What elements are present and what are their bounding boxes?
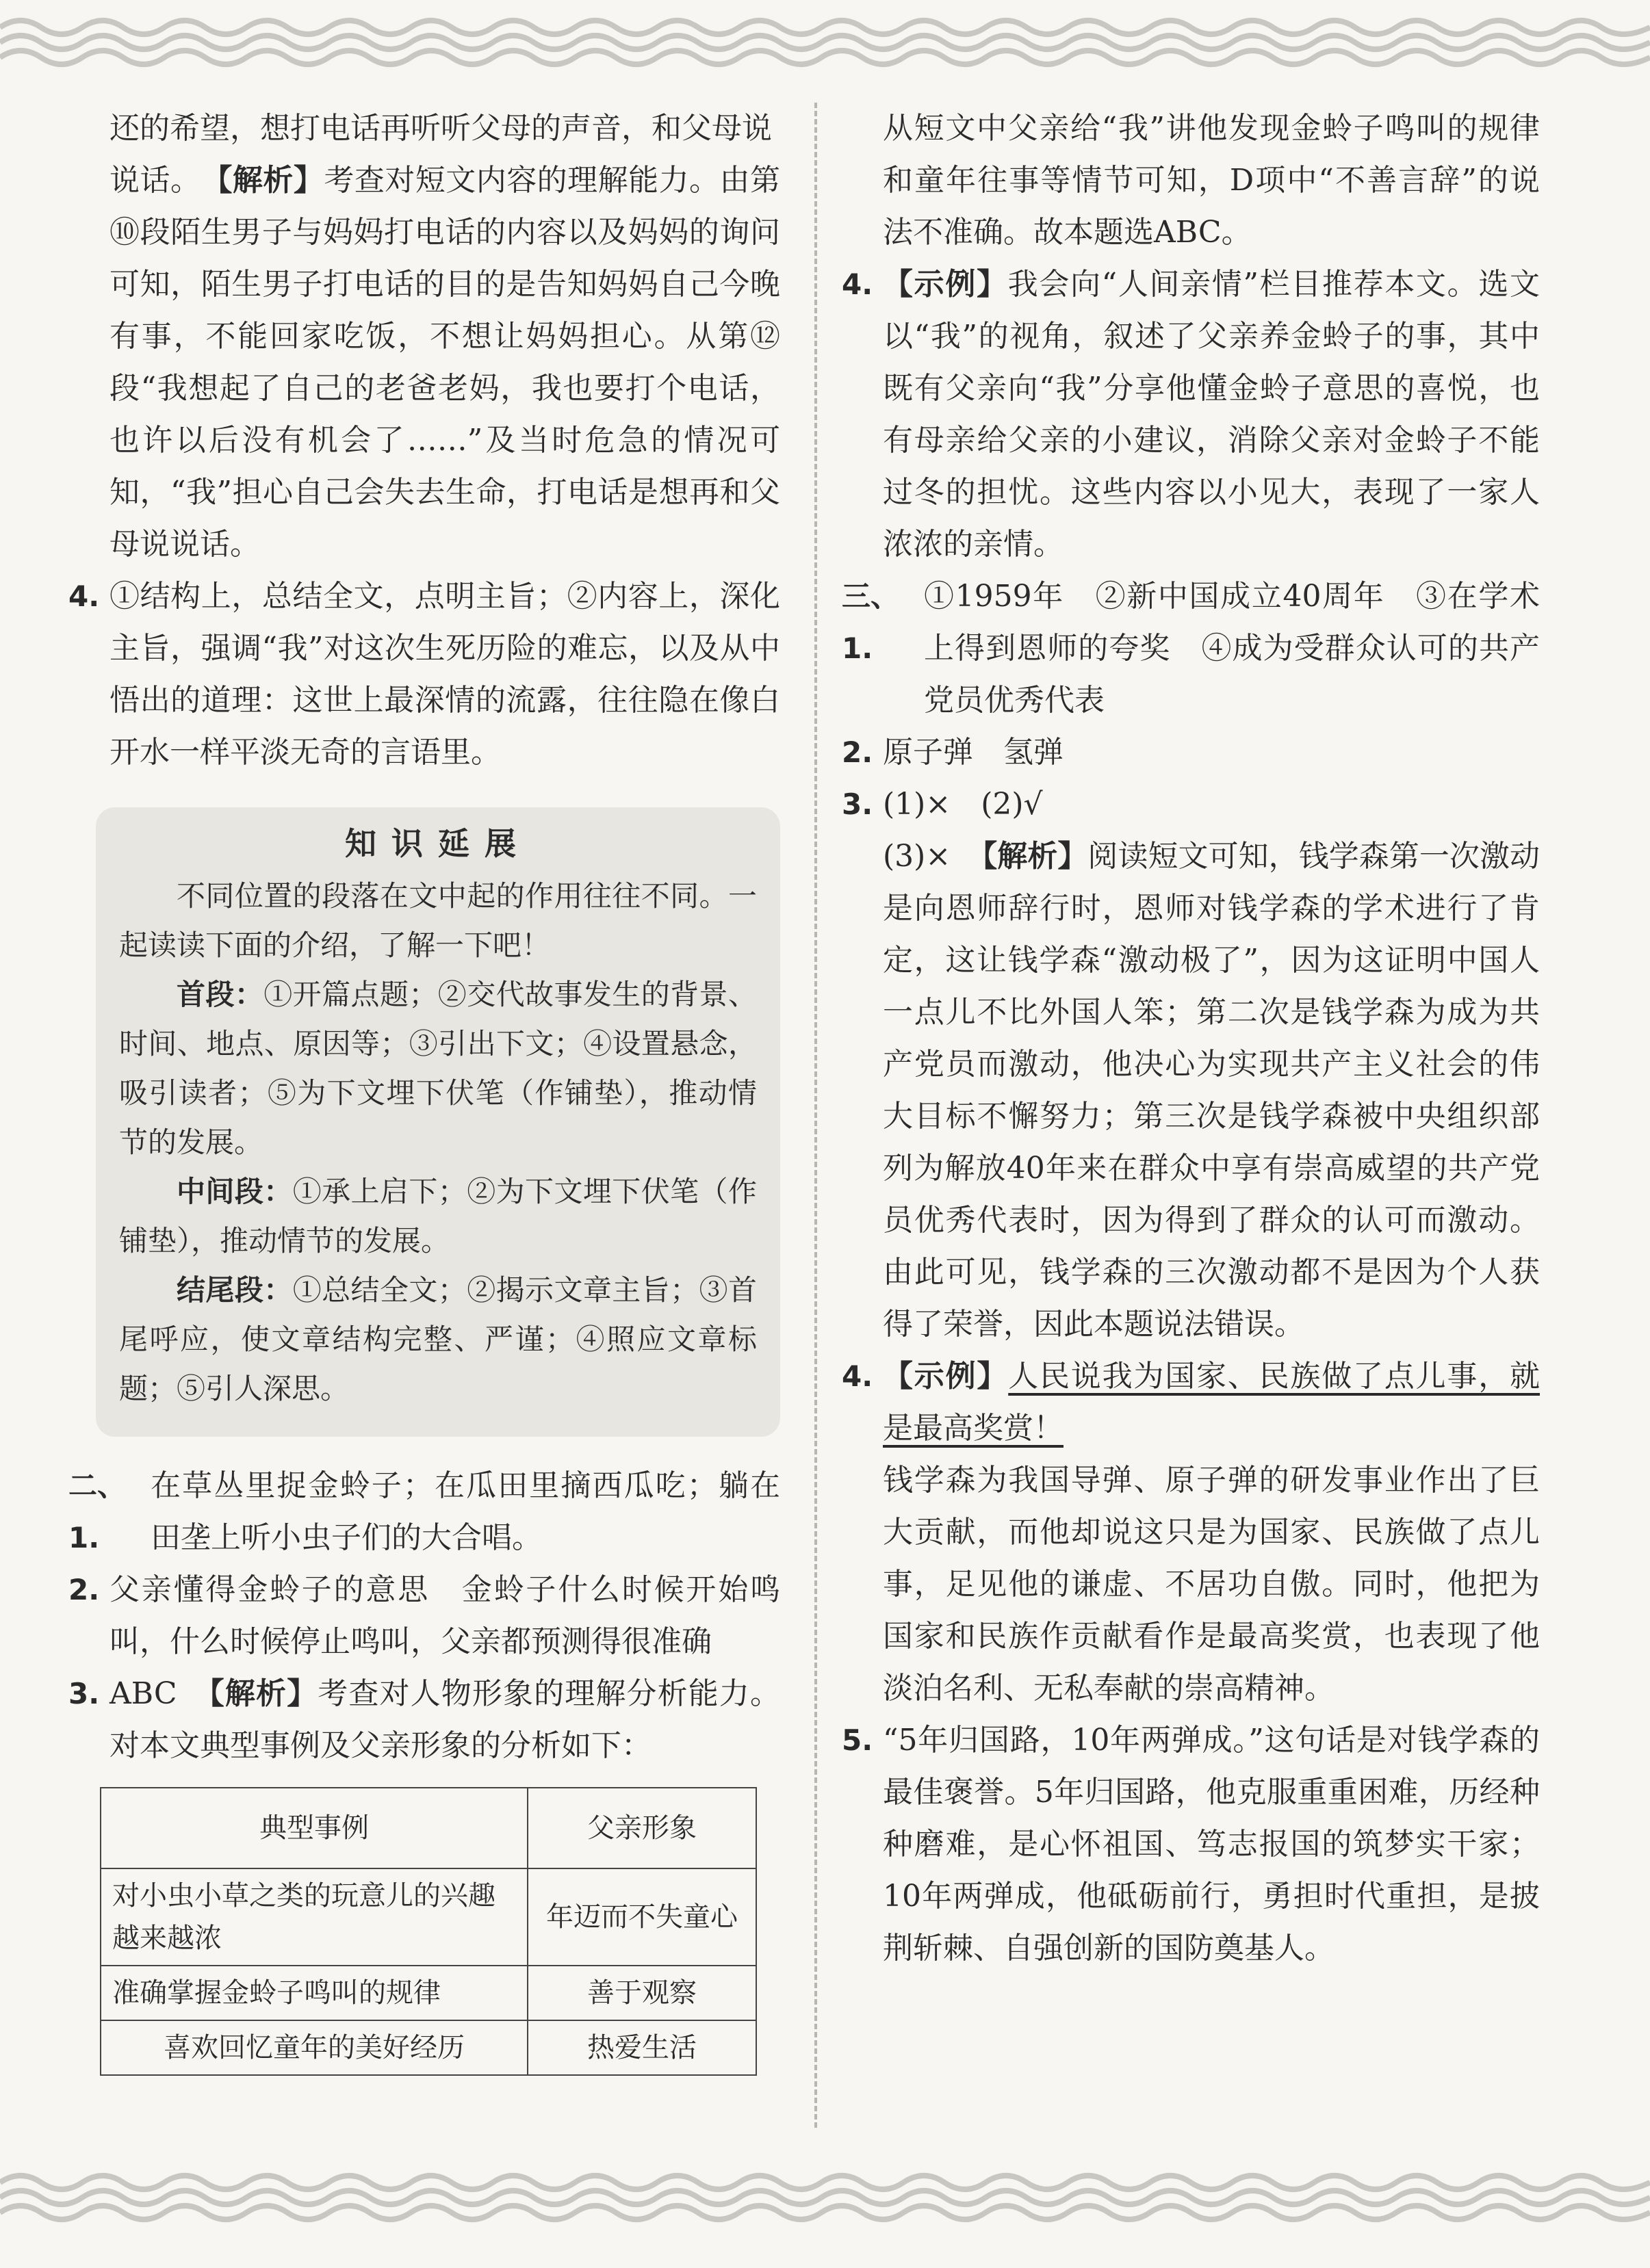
top-wave-border — [0, 0, 1650, 82]
text-span: 由第⑩段陌生男子与妈妈打电话的内容以及妈妈的询问可知，陌生男子打电话的目的是告知妈妈自己今晚有事，不能回家吃饭，不想让妈妈担心。从第⑫段“我想起了自己的老爸老妈，我也要打个电话，也许以后没有机会了……”及当时危急的情况可知，“我”担心自己会失去生命，打电话是想再和父母说说话。 — [109, 163, 781, 562]
right-column — [842, 103, 1540, 1974]
table-header-row — [101, 1788, 756, 1868]
question-5 — [842, 1715, 1540, 1974]
table-cell: 准确掌握金蛉子鸣叫的规律 — [101, 1966, 528, 2020]
question-number: 2. — [68, 1573, 100, 1606]
question-number: 4. — [842, 1359, 873, 1393]
box-label: 结尾段： — [177, 1273, 293, 1307]
question-4-b — [842, 1351, 1540, 1715]
question-number: 4. — [68, 579, 100, 613]
question-number: 4. — [842, 268, 873, 301]
question-number: 三、1. — [842, 579, 900, 665]
underlined-quote: 人民说我为国家、民族做了点儿事，就是最高奖赏！ — [883, 1359, 1541, 1446]
box-intro: 不同位置的段落在文中起的作用往往不同。一起读读下面的介绍，了解一下吧！ — [119, 879, 757, 962]
box-title: 知识延展 — [345, 825, 531, 862]
table-cell: 对小虫小草之类的玩意儿的兴趣越来越浓 — [101, 1868, 528, 1966]
section-2-question-1 — [68, 1460, 780, 1564]
box-label: 首段： — [177, 978, 264, 1011]
q3-continued — [68, 103, 780, 571]
analysis-tag: 【解析】 — [967, 839, 1088, 874]
answer-block — [883, 1351, 1540, 1715]
question-number: 2. — [842, 735, 873, 769]
table-row — [101, 1966, 756, 2020]
analysis-tag: 【解析】 — [193, 1676, 318, 1711]
text-span: 考查对短文内容的理解能力。 — [324, 163, 720, 198]
question-3 — [842, 779, 1540, 1351]
question-4 — [68, 571, 780, 779]
answer-text: 钱学森为我国导弹、原子弹的研发事业作出了巨大贡献，而他却说这只是为国家、民族做了点儿事，足见他的谦虚、不居功自傲。同时，他把为国家和民族作贡献看作是最高奖赏，也表现了他淡泊名利、无私奉献的崇高精神。 — [883, 1463, 1540, 1706]
text-paragraph: 从短文中父亲给“我”讲他发现金蛉子鸣叫的规律和童年往事等情节可知，D项中“不善言辞”的说法不准确。故本题选ABC。 — [883, 111, 1540, 250]
box-first-paragraph — [119, 970, 757, 1167]
answer-text — [883, 259, 1540, 571]
table-cell: 年迈而不失童心 — [528, 1868, 756, 1966]
question-number: 二、1. — [68, 1469, 127, 1554]
section-3-question-1 — [842, 571, 1540, 727]
example-tag: 【示例】 — [883, 267, 1008, 302]
answer-text — [883, 831, 1540, 1351]
box-middle-paragraph — [119, 1167, 757, 1266]
answer-text: ①结构上，总结全文，点明主旨；②内容上，深化主旨，强调“我”对这次生死历险的难忘，以及从中悟出的道理：这世上最深情的流露，往往隐在像白开水一样平淡无奇的言语里。 — [109, 579, 780, 770]
question-4 — [842, 259, 1540, 571]
answer-text: ①1959年 ②新中国成立40周年 ③在学术上得到恩师的夸奖 ④成为受群众认可的共产党员优秀代表 — [924, 579, 1540, 718]
table-row — [101, 2020, 756, 2075]
question-number: 3. — [842, 787, 873, 821]
answer-choice: ABC — [109, 1676, 177, 1711]
answer-quote — [883, 1351, 1540, 1455]
table-row — [101, 1868, 756, 1966]
table-cell: 善于观察 — [528, 1966, 756, 2020]
analysis-table — [100, 1787, 757, 2076]
example-tag: 【示例】 — [883, 1359, 1009, 1394]
question-number: 3. — [68, 1677, 100, 1710]
answer-text — [109, 1668, 780, 1772]
question-2 — [842, 727, 1540, 779]
text-span: 考查对人物形象的理解分析能力。对本文典型事例及父亲形象的分析如下： — [109, 1676, 781, 1763]
answer-text: 原子弹 氢弹 — [883, 735, 1064, 770]
knowledge-extension-box — [96, 807, 780, 1437]
q3-continued — [842, 103, 1540, 259]
bottom-wave-border — [0, 2162, 1650, 2244]
text-paragraph — [109, 155, 780, 571]
answer-text: 在草丛里捉金蛉子；在瓜田里摘西瓜吃；躺在田垄上听小虫子们的大合唱。 — [151, 1468, 780, 1555]
answer-mark: (3)× — [883, 839, 951, 874]
box-text: ①承上启下；②为下文埋下伏笔（作铺垫），推动情节的发展。 — [119, 1175, 757, 1257]
text-span: 说话。 — [109, 163, 201, 198]
column-divider — [814, 103, 817, 2128]
box-last-paragraph — [119, 1266, 757, 1413]
left-column — [68, 103, 780, 2076]
table-header: 典型事例 — [101, 1788, 528, 1868]
question-3 — [68, 1668, 780, 1772]
text-span: 阅读短文可知，钱学森第一次激动是向恩师辞行时，恩师对钱学森的学术进行了肯定，这让钱学森“激动极了”，因为这证明中国人一点儿不比外国人笨；第二次是钱学森为成为共产党员而激动，他决心为实现共产主义社会的伟大目标不懈努力；第三次是钱学森被中央组织部列为解放40年来在群众中享有崇高威望的共产党员优秀代表时，因为得到了群众的认可而激动。由此可见，钱学森的三次激动都不是因为个人获得了荣誉，因此本题说法错误。 — [883, 839, 1541, 1342]
table-cell: 热爱生活 — [528, 2020, 756, 2075]
question-2 — [68, 1564, 780, 1668]
analysis-tag: 【解析】 — [217, 163, 324, 198]
answer-text: 父亲懂得金蛉子的意思 金蛉子什么时候开始鸣叫，什么时候停止鸣叫，父亲都预测得很准确 — [109, 1572, 780, 1659]
answer-line: (1)× (2)√ — [883, 787, 1043, 822]
answer-block — [883, 779, 1540, 1351]
box-text: ①开篇点题；②交代故事发生的背景、时间、地点、原因等；③引出下文；④设置悬念，吸引读者；⑤为下文埋下伏笔（作铺垫），推动情节的发展。 — [119, 978, 757, 1159]
box-text: ①总结全文；②揭示文章主旨；③首尾呼应，使文章结构完整、严谨；④照应文章标题；⑤引人深思。 — [119, 1273, 757, 1405]
box-label: 中间段： — [177, 1175, 293, 1208]
answer-text: “5年归国路，10年两弹成。”这句话是对钱学森的最佳褒誉。5年归国路，他克服重重困难，历经种种磨难，是心怀祖国、笃志报国的筑梦实干家；10年两弹成，他砥砺前行，勇担时代重担，是披荆斩棘、自强创新的国防奠基人。 — [883, 1723, 1540, 1966]
question-number: 5. — [842, 1723, 873, 1757]
table-cell: 喜欢回忆童年的美好经历 — [101, 2020, 528, 2075]
text-span: 我会向“人间亲情”栏目推荐本文。选文以“我”的视角，叙述了父亲养金蛉子的事，其中既有父亲向“我”分享他懂金蛉子意思的喜悦，也有母亲给父亲的小建议，消除父亲对金蛉子不能过冬的担忧。这些内容以小见大，表现了一家人浓浓的亲情。 — [883, 267, 1540, 562]
text-line: 还的希望，想打电话再听听父母的声音，和父母说 — [109, 111, 772, 146]
table-header: 父亲形象 — [528, 1788, 756, 1868]
